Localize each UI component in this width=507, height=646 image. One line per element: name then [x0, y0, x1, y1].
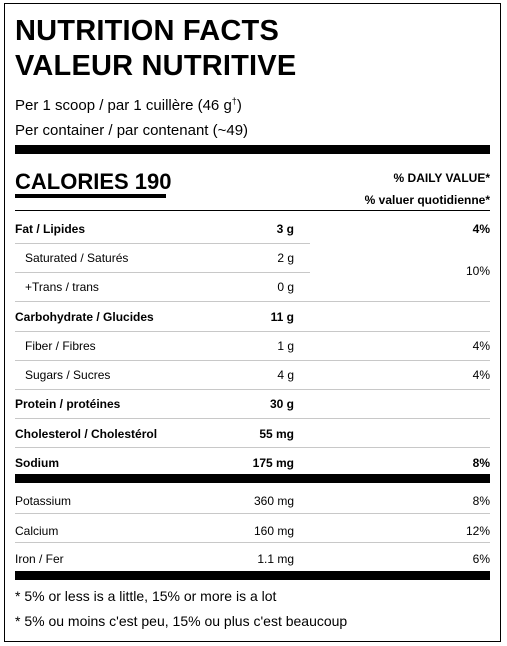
nutrient-percent: 4%	[472, 368, 490, 382]
mineral-row-potassium	[15, 486, 490, 515]
nutrient-amount: 11 g	[270, 310, 294, 324]
nutrient-percent: 8%	[472, 456, 490, 470]
mineral-name: Calcium	[15, 524, 59, 538]
calories-underline	[15, 194, 166, 198]
nutrient-row-sodium	[15, 448, 490, 477]
nutrition-facts-label	[4, 3, 501, 642]
nutrient-amount: 1 g	[277, 339, 294, 353]
mineral-percent: 6%	[472, 552, 490, 566]
mineral-name: Iron / Fer	[15, 552, 64, 566]
nutrient-name: Sugars / Sucres	[25, 368, 111, 382]
servings-per-container: Per container / par contenant (~49)	[15, 122, 249, 139]
mineral-percent: 12%	[465, 524, 490, 538]
nutrient-amount: 2 g	[277, 251, 294, 265]
nutrient-name: +Trans / trans	[25, 280, 99, 294]
nutrient-row-saturated	[15, 243, 490, 272]
nutrient-percent: 4%	[472, 339, 490, 353]
nutrient-row-sugars	[15, 360, 490, 389]
mineral-name: Potassium	[15, 494, 72, 508]
nutrient-row-fiber	[15, 331, 490, 360]
title-french: VALEUR NUTRITIVE	[15, 50, 297, 82]
nutrient-name: Saturated / Saturés	[25, 251, 129, 265]
nutrient-row-carbohydrate	[15, 302, 490, 331]
serving-size-close: )	[236, 97, 242, 114]
nutrient-row-protein	[15, 389, 490, 418]
nutrient-row-trans	[15, 272, 490, 301]
mineral-percent: 8%	[472, 494, 490, 508]
mineral-row-calcium	[15, 516, 490, 545]
nutrient-name: Cholesterol / Cholestérol	[15, 427, 158, 441]
nutrient-percent: 4%	[472, 222, 490, 236]
sat-trans-percent: 10%	[465, 264, 490, 278]
nutrient-row-fat	[15, 214, 490, 243]
thick-divider-top	[15, 145, 490, 154]
footnote-french: * 5% ou moins c'est peu, 15% ou plus c'est beaucoup	[15, 613, 348, 629]
header-divider	[15, 210, 490, 211]
thick-divider-bottom	[15, 571, 490, 580]
nutrient-name: Fat / Lipides	[15, 222, 86, 236]
nutrient-name: Fiber / Fibres	[25, 339, 96, 353]
calories-heading: CALORIES 190	[15, 169, 172, 194]
serving-size-dagger: †	[231, 96, 237, 106]
nutrient-amount: 175 mg	[252, 456, 294, 470]
mineral-amount: 160 mg	[253, 524, 294, 538]
nutrient-amount: 55 mg	[259, 427, 294, 441]
row-divider	[15, 513, 490, 514]
row-divider	[15, 542, 490, 543]
mineral-amount: 1.1 mg	[257, 552, 294, 566]
nutrient-amount: 0 g	[277, 280, 294, 294]
serving-size	[15, 96, 242, 114]
nutrient-amount: 3 g	[276, 222, 294, 236]
nutrient-name: Protein / protéines	[15, 397, 121, 411]
footnote-english: * 5% or less is a little, 15% or more is a lot	[15, 588, 277, 604]
daily-value-heading-en: % DAILY VALUE*	[393, 171, 490, 185]
nutrient-row-cholesterol	[15, 419, 490, 448]
nutrient-amount: 4 g	[277, 368, 294, 382]
thick-divider-middle	[15, 474, 490, 483]
nutrient-name: Carbohydrate / Glucides	[15, 310, 154, 324]
daily-value-heading-fr: % valuer quotidienne*	[364, 193, 490, 207]
label-content	[15, 4, 490, 641]
serving-size-text: Per 1 scoop / par 1 cuillère (46 g	[15, 97, 232, 114]
nutrient-amount: 30 g	[269, 397, 294, 411]
title-english: NUTRITION FACTS	[15, 15, 279, 47]
mineral-row-iron	[15, 544, 490, 573]
nutrient-name: Sodium	[15, 456, 59, 470]
mineral-amount: 360 mg	[253, 494, 294, 508]
